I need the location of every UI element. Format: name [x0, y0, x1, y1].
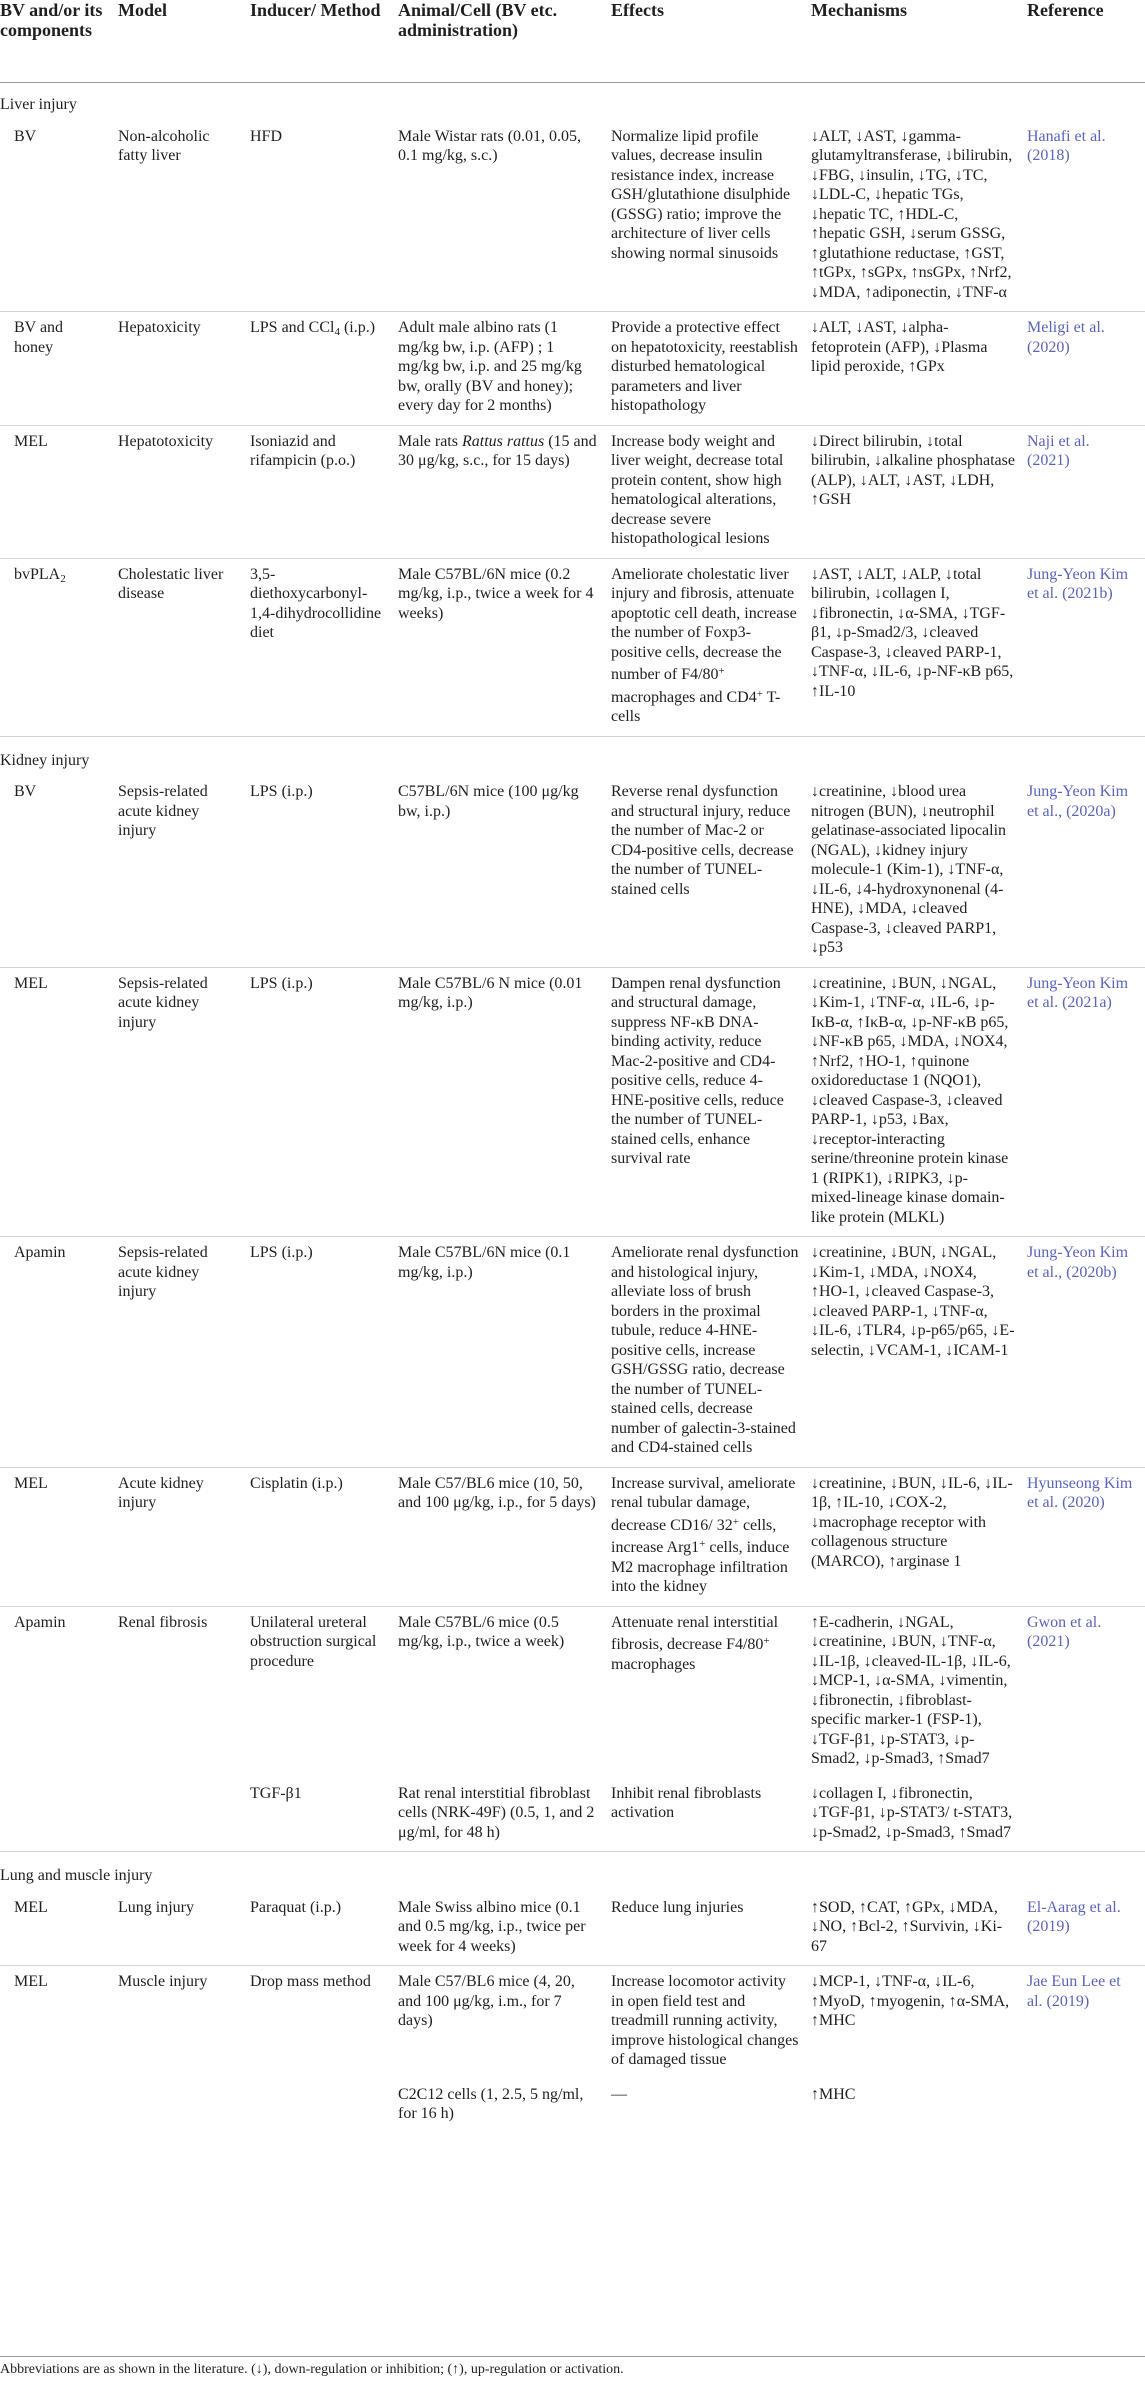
table-row — [0, 312, 1145, 426]
cell-effects: Reduce lung injuries — [611, 1892, 811, 1966]
cell-component: MEL — [14, 1973, 48, 1990]
cell-effects: Reverse renal dysfunction and structural injury, reduce the number of Mac-2 or CD4-positive cells, decrease the number of TUNEL-stained cells — [611, 776, 811, 967]
cell-component: BV and honey — [0, 312, 118, 426]
cell-reference-link[interactable]: Jung-Yeon Kim et al. (2021a) — [1027, 967, 1145, 1237]
cell-inducer: Paraquat (i.p.) — [250, 1892, 398, 1966]
cell-inducer: LPS (i.p.) — [250, 776, 398, 967]
effects-text: Attenuate renal interstitial fibrosis, decrease F4/80 — [611, 1613, 779, 1653]
cell-model — [118, 2079, 250, 2133]
cell-animal: Rat renal interstitial fibroblast cells (NRK-49F) (0.5, 1, and 2 μg/ml, for 48 h) — [398, 1778, 611, 1852]
header-model: Model — [118, 0, 250, 83]
cell-mechanisms: ↓AST, ↓ALT, ↓ALP, ↓total bilirubin, ↓collagen I, ↓fibronectin, ↓α-SMA, ↓TGF-β1, ↓p-Smad2/3, ↓cleaved Caspase-3, ↓cleaved PARP-1, ↓TNF-α, ↓IL-6, ↓p-NF-κB p65, ↑IL-10 — [811, 558, 1027, 736]
cell-component: MEL — [0, 425, 118, 558]
header-components: BV and/or its components — [0, 0, 118, 83]
table-header — [0, 0, 1145, 83]
cell-mechanisms: ↓collagen I, ↓fibronectin, ↓TGF-β1, ↓p-STAT3/ t-STAT3, ↓p-Smad2, ↓p-Smad3, ↑Smad7 — [811, 1778, 1027, 1852]
header-mechanisms: Mechanisms — [811, 0, 1027, 83]
cell-reference-link[interactable]: Jae Eun Lee et al. (2019) — [1027, 1973, 1121, 2010]
cell-mechanisms: ↑E-cadherin, ↓NGAL, ↓creatinine, ↓BUN, ↓TNF-α, ↓IL-1β, ↓cleaved-IL-1β, ↓IL-6, ↓MCP-1, ↓α-SMA, ↓vimentin, ↓fibronectin, ↓fibroblast-specific marker-1 (FSP-1), ↓TGF-β1, ↓p-STAT3, ↓p-Smad2, ↓p-Smad3, ↑Smad7 — [811, 1613, 1011, 1767]
cell-reference-link[interactable]: Gwon et al. (2021) — [1027, 1613, 1102, 1650]
effects-text: cells, induce M2 macrophage infiltration into the kidney — [611, 1539, 790, 1595]
header-effects: Effects — [611, 0, 811, 83]
cell-model: Hepatoxicity — [118, 312, 250, 426]
table-row — [0, 1778, 1145, 1852]
cell-mechanisms: ↓MCP-1, ↓TNF-α, ↓IL-6, ↑MyoD, ↑myogenin, ↑α-SMA, ↑MHC — [811, 1973, 1010, 2029]
cell-component — [0, 1778, 118, 1852]
section-row — [0, 83, 1145, 121]
cell-mechanisms: ↓ALT, ↓AST, ↓gamma-glutamyltransferase, ↓bilirubin, ↓FBG, ↓insulin, ↓TG, ↓TC, ↓LDL-C, ↓hepatic TGs, ↓hepatic TC, ↑HDL-C, ↑hepatic GSH, ↓serum GSSG, ↑glutathione reductase, ↑GST, ↑tGPx, ↑sGPx, ↑nsGPx, ↑Nrf2, ↓MDA, ↑adiponectin, ↓TNF-α — [811, 121, 1027, 312]
cell-animal: Male C57BL/6 mice (0.5 mg/kg, i.p., twice a week) — [398, 1613, 565, 1650]
cell-model: Renal fibrosis — [118, 1613, 208, 1631]
cell-model: Hepatotoxicity — [118, 425, 250, 558]
cell-effects: Dampen renal dysfunction and structural damage, suppress NF-κB DNA-binding activity, reduce Mac-2-positive and CD4-positive cells, reduce 4-HNE-positive cells, reduce the number of TUNEL-stained cells, enhance survival rate — [611, 967, 811, 1237]
cell-component — [0, 2079, 118, 2133]
table-row — [0, 967, 1145, 1237]
section-kidney: Kidney injury — [0, 751, 90, 769]
cell-effects — [611, 1467, 811, 1606]
cell-inducer: Unilateral ureteral obstruction surgical procedure — [250, 1613, 377, 1670]
cell-mechanisms: ↓creatinine, ↓blood urea nitrogen (BUN), ↓neutrophil gelatinase-associated lipocalin (NGAL), ↓kidney injury molecule-1 (Kim-1), ↓TNF-α, ↓IL-6, ↓4-hydroxynonenal (4-HNE), ↓MDA, ↓cleaved Caspase-3, ↓cleaved PARP1, ↓p53 — [811, 776, 1027, 967]
cell-animal: Male Swiss albino mice (0.1 and 0.5 mg/kg, i.p., twice per week for 4 weeks) — [398, 1892, 611, 1966]
cell-inducer: Cisplatin (i.p.) — [250, 1467, 398, 1606]
cell-effects — [611, 1606, 811, 1778]
cell-mechanisms: ↓ALT, ↓AST, ↓alpha-fetoprotein (AFP), ↓Plasma lipid peroxide, ↑GPx — [811, 312, 1027, 426]
table-row — [0, 1966, 1145, 2079]
cell-reference-link[interactable]: Hanafi et al. (2018) — [1027, 121, 1145, 312]
cell-model: Sepsis-related acute kidney injury — [118, 1237, 250, 1468]
effects-text: macrophages — [611, 1655, 696, 1673]
cell-model: Lung injury — [118, 1892, 250, 1966]
cell-component: MEL — [0, 967, 118, 1237]
cell-inducer: 3,5-diethoxycarbonyl-1,4-dihydrocollidine diet — [250, 558, 398, 736]
cell-effects: Ameliorate renal dysfunction and histological injury, alleviate loss of brush borders in the proximal tubule, reduce 4-HNE-positive cells, increase GSH/GSSG ratio, decrease the number of TUNEL-stained cells, decrease number of galectin-3-stained and CD4-stained cells — [611, 1237, 811, 1468]
superscript: + — [732, 1515, 739, 1528]
cell-inducer — [250, 2079, 398, 2133]
inducer-text: LPS and CCl — [250, 319, 335, 336]
cell-animal: C57BL/6N mice (100 μg/kg bw, i.p.) — [398, 776, 611, 967]
cell-component — [0, 558, 118, 736]
cell-inducer: LPS (i.p.) — [250, 967, 398, 1237]
cell-effects: Normalize lipid profile values, decrease insulin resistance index, increase GSH/glutathione disulphide (GSSG) ratio; improve the architecture of liver cells showing normal sinusoids — [611, 121, 811, 312]
cell-reference-link[interactable]: Naji et al. (2021) — [1027, 425, 1145, 558]
cell-inducer: Isoniazid and rifampicin (p.o.) — [250, 425, 398, 558]
cell-component: Apamin — [0, 1237, 118, 1468]
cell-effects: Provide a protective effect on hepatotoxicity, reestablish disturbed hematological parameters and liver histopathology — [611, 312, 811, 426]
header-reference: Reference — [1027, 0, 1145, 83]
animal-text: (15 and 30 μg/kg, s.c., for 15 days) — [398, 432, 597, 469]
cell-animal: Male C57BL/6 N mice (0.01 mg/kg, i.p.) — [398, 967, 611, 1237]
cell-mechanisms: ↑SOD, ↑CAT, ↑GPx, ↓MDA, ↓NO, ↑Bcl-2, ↑Survivin, ↓Ki-67 — [811, 1892, 1027, 1966]
cell-animal: Adult male albino rats (1 mg/kg bw, i.p. (AFP) ; 1 mg/kg bw, i.p. and 25 mg/kg bw, orally (BV and honey); every day for 2 months) — [398, 312, 611, 426]
cell-effects: Inhibit renal fibroblasts activation — [611, 1778, 811, 1852]
effects-text: macrophages and CD4 — [611, 688, 757, 706]
cell-animal: Male C57BL/6N mice (0.1 mg/kg, i.p.) — [398, 1237, 611, 1468]
cell-component: MEL — [0, 1892, 118, 1966]
cell-model: Sepsis-related acute kidney injury — [118, 776, 250, 967]
cell-reference-link[interactable]: Jung-Yeon Kim et al. (2021b) — [1027, 558, 1145, 736]
cell-model: Sepsis-related acute kidney injury — [118, 967, 250, 1237]
table-row — [0, 776, 1145, 967]
cell-mechanisms: ↑MHC — [811, 2085, 856, 2103]
effects-text: Ameliorate cholestatic liver injury and fibrosis, attenuate apoptotic cell death, increase the number of Foxp3-positive cells, decrease the number of F4/80 — [611, 565, 797, 683]
subscript: 4 — [334, 326, 340, 338]
cell-reference-link[interactable]: Hyunseong Kim et al. (2020) — [1027, 1467, 1145, 1606]
header-animal-cell: Animal/Cell (BV etc. administration) — [398, 0, 611, 83]
cell-reference — [1027, 1778, 1145, 1852]
superscript: + — [699, 1538, 706, 1550]
table-row — [0, 2079, 1145, 2133]
component-text: bvPLA — [14, 565, 61, 583]
section-lung-muscle: Lung and muscle injury — [0, 1867, 153, 1884]
cell-reference-link[interactable]: El-Aarag et al. (2019) — [1027, 1892, 1145, 1966]
cell-inducer: TGF-β1 — [250, 1778, 398, 1852]
cell-reference-link[interactable]: Jung-Yeon Kim et al., (2020a) — [1027, 776, 1145, 967]
superscript: + — [718, 665, 725, 677]
section-row — [0, 1852, 1145, 1892]
cell-component: BV — [0, 121, 118, 312]
cell-inducer: LPS (i.p.) — [250, 1237, 398, 1468]
cell-effects: Increase locomotor activity in open field test and treadmill running activity, improve histological changes of damaged tissue — [611, 1973, 799, 2068]
table-footnote: Abbreviations are as shown in the literature. (↓), down-regulation or inhibition; (↑), up-regulation or activation. — [0, 2356, 1145, 2378]
section-liver: Liver injury — [0, 96, 77, 113]
species-name: Rattus rattus — [461, 432, 545, 450]
cell-model: Acute kidney injury — [118, 1467, 250, 1606]
subscript: 2 — [60, 572, 66, 585]
cell-mechanisms: ↓creatinine, ↓BUN, ↓NGAL, ↓Kim-1, ↓TNF-α, ↓IL-6, ↓p-IκB-α, ↑IκB-α, ↓p-NF-κB p65, ↓NF-κB p65, ↓MDA, ↓NOX4, ↑Nrf2, ↑HO-1, ↑quinone oxidoreductase 1 (NQO1), ↓cleaved Caspase-3, ↓cleaved PARP-1, ↓p53, ↓Bax, ↓receptor-interacting serine/threonine protein kinase 1 (RIPK1), ↓RIPK3, ↓p- mixed-lineage kinase domain-like protein (MLKL) — [811, 967, 1027, 1237]
table-row — [0, 1467, 1145, 1606]
table-row — [0, 1237, 1145, 1468]
cell-animal: Male C57/BL6 mice (4, 20, and 100 μg/kg, i.m., for 7 days) — [398, 1973, 575, 2029]
cell-effects: — — [611, 2085, 627, 2103]
cell-model — [118, 1778, 250, 1852]
superscript: + — [756, 687, 763, 700]
cell-effects: Increase body weight and liver weight, decrease total protein content, show high hematological alterations, decrease severe histopathological lesions — [611, 425, 811, 558]
cell-animal: C2C12 cells (1, 2.5, 5 ng/ml, for 16 h) — [398, 2085, 584, 2122]
cell-component: BV — [0, 776, 118, 967]
cell-animal — [398, 425, 611, 558]
section-row — [0, 736, 1145, 776]
cell-animal: Male C57BL/6N mice (0.2 mg/kg, i.p., twice a week for 4 weeks) — [398, 558, 611, 736]
effects-text: T-cells — [611, 688, 781, 725]
effects-text: cells, increase Arg1 — [611, 1516, 777, 1556]
cell-animal: Male C57/BL6 mice (10, 50, and 100 μg/kg, i.p., for 5 days) — [398, 1467, 611, 1606]
table-row — [0, 121, 1145, 312]
cell-reference-link[interactable]: Jung-Yeon Kim et al., (2020b) — [1027, 1237, 1145, 1468]
cell-model: Non-alcoholic fatty liver — [118, 121, 250, 312]
superscript: + — [763, 1635, 770, 1647]
cell-mechanisms: ↓creatinine, ↓BUN, ↓NGAL, ↓Kim-1, ↓MDA, ↓NOX4, ↑HO-1, ↓cleaved Caspase-3, ↓cleaved PARP-1, ↓TNF-α, ↓IL-6, ↓TLR4, ↓p-p65/p65, ↓E-selectin, ↓VCAM-1, ↓ICAM-1 — [811, 1237, 1027, 1468]
effects-text: Increase survival, ameliorate renal tubular damage, decrease CD16/ 32 — [611, 1474, 796, 1534]
table-row — [0, 1606, 1145, 1778]
table-row — [0, 558, 1145, 736]
cell-model: Muscle injury — [118, 1973, 208, 1990]
cell-reference — [1027, 2079, 1145, 2133]
cell-component: MEL — [0, 1467, 118, 1606]
cell-mechanisms: ↓creatinine, ↓BUN, ↓IL-6, ↓IL-1β, ↑IL-10, ↓COX-2, ↓macrophage receptor with collagenous structure (MARCO), ↑arginase 1 — [811, 1467, 1027, 1606]
cell-model: Cholestatic liver disease — [118, 558, 250, 736]
cell-animal: Male Wistar rats (0.01, 0.05, 0.1 mg/kg, s.c.) — [398, 121, 611, 312]
cell-inducer — [250, 312, 398, 426]
table-row — [0, 1892, 1145, 1966]
table-row — [0, 425, 1145, 558]
inducer-text: (i.p.) — [339, 319, 376, 336]
cell-effects — [611, 558, 811, 736]
cell-reference-link[interactable]: Meligi et al. (2020) — [1027, 312, 1145, 426]
animal-text: Male rats — [398, 432, 462, 450]
cell-inducer: HFD — [250, 121, 398, 312]
cell-component: Apamin — [14, 1613, 66, 1631]
cell-mechanisms: ↓Direct bilirubin, ↓total bilirubin, ↓alkaline phosphatase (ALP), ↓ALT, ↓AST, ↓LDH, ↑GSH — [811, 425, 1027, 558]
cell-inducer: Drop mass method — [250, 1973, 371, 1990]
header-inducer: Inducer/ Method — [250, 0, 398, 83]
